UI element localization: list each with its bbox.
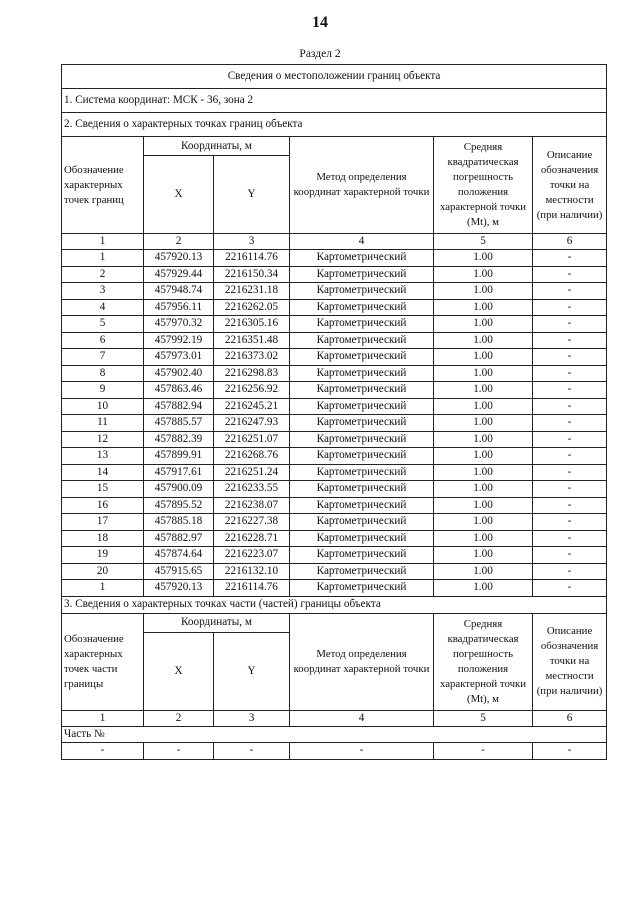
- point-description: -: [533, 299, 607, 316]
- header3-coords: Координаты, м: [144, 613, 290, 632]
- header-y: Y: [214, 156, 290, 234]
- point-x: 457915.65: [144, 563, 214, 580]
- header3-y: Y: [214, 632, 290, 710]
- point-y: 2216223.07: [214, 547, 290, 564]
- point-y: 2216114.76: [214, 250, 290, 267]
- point-accuracy: 1.00: [434, 398, 533, 415]
- point-x: 457948.74: [144, 283, 214, 300]
- point-x: 457882.94: [144, 398, 214, 415]
- point-method: Картометрический: [290, 283, 434, 300]
- part-empty-row: [62, 743, 607, 760]
- point-method: Картометрический: [290, 530, 434, 547]
- point-y: 2216256.92: [214, 382, 290, 399]
- header3-x: X: [144, 632, 214, 710]
- header3-method: Метод определения координат характерной точки: [290, 613, 434, 710]
- table-row: [62, 563, 607, 580]
- boundary-table: [61, 64, 607, 760]
- table-row: [62, 481, 607, 498]
- point-method: Картометрический: [290, 580, 434, 597]
- table-row: [62, 514, 607, 531]
- table-row: [62, 497, 607, 514]
- part-empty-cell: -: [533, 743, 607, 760]
- point-accuracy: 1.00: [434, 332, 533, 349]
- point-x: 457900.09: [144, 481, 214, 498]
- point-y: 2216114.76: [214, 580, 290, 597]
- point-x: 457956.11: [144, 299, 214, 316]
- column-numbers-row: [62, 234, 607, 250]
- point-description: -: [533, 316, 607, 333]
- header-accuracy: Средняя квадратическая погрешность положения характерной точки (Mt), м: [434, 137, 533, 234]
- point-y: 2216228.71: [214, 530, 290, 547]
- part-empty-cell: -: [434, 743, 533, 760]
- point-y: 2216233.55: [214, 481, 290, 498]
- page-number: 14: [312, 14, 328, 31]
- point-number: 20: [62, 563, 144, 580]
- section-label: Раздел 2: [299, 48, 341, 60]
- point-accuracy: 1.00: [434, 530, 533, 547]
- point-number: 5: [62, 316, 144, 333]
- header-method: Метод определения координат характерной точки: [290, 137, 434, 234]
- header-coords: Координаты, м: [144, 137, 290, 156]
- column-number: 3: [214, 710, 290, 726]
- point-number: 11: [62, 415, 144, 432]
- point-y: 2216268.76: [214, 448, 290, 465]
- point-method: Картометрический: [290, 316, 434, 333]
- point-method: Картометрический: [290, 464, 434, 481]
- point-accuracy: 1.00: [434, 266, 533, 283]
- point-number: 14: [62, 464, 144, 481]
- column-number: 2: [144, 234, 214, 250]
- point-accuracy: 1.00: [434, 415, 533, 432]
- column-number: 5: [434, 710, 533, 726]
- point-number: 18: [62, 530, 144, 547]
- point-description: -: [533, 250, 607, 267]
- point-number: 9: [62, 382, 144, 399]
- table-row: [62, 266, 607, 283]
- point-method: Картометрический: [290, 415, 434, 432]
- point-number: 2: [62, 266, 144, 283]
- point-y: 2216351.48: [214, 332, 290, 349]
- point-x: 457902.40: [144, 365, 214, 382]
- point-accuracy: 1.00: [434, 514, 533, 531]
- part-empty-cell: -: [290, 743, 434, 760]
- point-accuracy: 1.00: [434, 497, 533, 514]
- header3-designation-text: Обозначение характерных точек части границы: [64, 632, 124, 690]
- point-method: Картометрический: [290, 365, 434, 382]
- point-accuracy: 1.00: [434, 349, 533, 366]
- point-number: 13: [62, 448, 144, 465]
- table-row: [62, 250, 607, 267]
- point-y: 2216245.21: [214, 398, 290, 415]
- point-y: 2216247.93: [214, 415, 290, 432]
- point-number: 10: [62, 398, 144, 415]
- point-accuracy: 1.00: [434, 316, 533, 333]
- column-number: 1: [62, 234, 144, 250]
- point-x: 457992.19: [144, 332, 214, 349]
- header3-designation: [62, 613, 144, 710]
- point-number: 4: [62, 299, 144, 316]
- point-y: 2216150.34: [214, 266, 290, 283]
- table-row: [62, 299, 607, 316]
- part-empty-cell: -: [62, 743, 144, 760]
- column-number: 2: [144, 710, 214, 726]
- point-method: Картометрический: [290, 497, 434, 514]
- point-number: 17: [62, 514, 144, 531]
- point-y: 2216305.16: [214, 316, 290, 333]
- point-description: -: [533, 382, 607, 399]
- point-description: -: [533, 448, 607, 465]
- header-description: Описание обозначения точки на местности (при наличии): [533, 137, 607, 234]
- point-method: Картометрический: [290, 547, 434, 564]
- point-accuracy: 1.00: [434, 464, 533, 481]
- point-description: -: [533, 365, 607, 382]
- point-accuracy: 1.00: [434, 283, 533, 300]
- table-row: [62, 415, 607, 432]
- point-description: -: [533, 530, 607, 547]
- point-method: Картометрический: [290, 266, 434, 283]
- point-accuracy: 1.00: [434, 448, 533, 465]
- table-row: [62, 464, 607, 481]
- table-row: [62, 349, 607, 366]
- point-description: -: [533, 547, 607, 564]
- point-description: -: [533, 514, 607, 531]
- point-method: Картометрический: [290, 431, 434, 448]
- point-number: 3: [62, 283, 144, 300]
- point-description: -: [533, 415, 607, 432]
- point-number: 6: [62, 332, 144, 349]
- point-x: 457899.91: [144, 448, 214, 465]
- point-x: 457973.01: [144, 349, 214, 366]
- point-accuracy: 1.00: [434, 547, 533, 564]
- table-row: [62, 332, 607, 349]
- point-number: 16: [62, 497, 144, 514]
- column-number: 1: [62, 710, 144, 726]
- header3-accuracy: Средняя квадратическая погрешность положения характерной точки (Mt), м: [434, 613, 533, 710]
- point-y: 2216132.10: [214, 563, 290, 580]
- point-x: 457882.97: [144, 530, 214, 547]
- table-row: [62, 365, 607, 382]
- point-accuracy: 1.00: [434, 299, 533, 316]
- part-empty-cell: -: [144, 743, 214, 760]
- point-accuracy: 1.00: [434, 563, 533, 580]
- point-accuracy: 1.00: [434, 580, 533, 597]
- point-x: 457885.57: [144, 415, 214, 432]
- point-y: 2216238.07: [214, 497, 290, 514]
- section3-title: 3. Сведения о характерных точках части (частей) границы объекта: [62, 596, 607, 613]
- point-y: 2216373.02: [214, 349, 290, 366]
- table-row: [62, 382, 607, 399]
- column-number: 6: [533, 710, 607, 726]
- point-x: 457874.64: [144, 547, 214, 564]
- point-description: -: [533, 283, 607, 300]
- table-row: [62, 316, 607, 333]
- header-designation: Обозначение характерных точек границ: [62, 137, 144, 234]
- section2-title: 2. Сведения о характерных точках границ объекта: [62, 113, 607, 137]
- coord-system: 1. Система координат: МСК - 36, зона 2: [62, 89, 607, 113]
- point-x: 457929.44: [144, 266, 214, 283]
- point-description: -: [533, 349, 607, 366]
- point-y: 2216227.38: [214, 514, 290, 531]
- table-title: Сведения о местоположении границ объекта: [62, 65, 607, 89]
- point-x: 457920.13: [144, 250, 214, 267]
- point-x: 457920.13: [144, 580, 214, 597]
- column-number: 6: [533, 234, 607, 250]
- table-row: [62, 580, 607, 597]
- table-row: [62, 547, 607, 564]
- point-y: 2216251.07: [214, 431, 290, 448]
- point-description: -: [533, 398, 607, 415]
- column-number: 4: [290, 710, 434, 726]
- part-empty-cell: -: [214, 743, 290, 760]
- point-y: 2216298.83: [214, 365, 290, 382]
- point-number: 12: [62, 431, 144, 448]
- point-y: 2216251.24: [214, 464, 290, 481]
- point-method: Картометрический: [290, 250, 434, 267]
- point-y: 2216262.05: [214, 299, 290, 316]
- header3-description: Описание обозначения точки на местности (при наличии): [533, 613, 607, 710]
- point-method: Картометрический: [290, 563, 434, 580]
- point-number: 19: [62, 547, 144, 564]
- point-accuracy: 1.00: [434, 365, 533, 382]
- point-accuracy: 1.00: [434, 431, 533, 448]
- point-method: Картометрический: [290, 398, 434, 415]
- point-x: 457895.52: [144, 497, 214, 514]
- header-x: X: [144, 156, 214, 234]
- table-row: [62, 398, 607, 415]
- column-number: 4: [290, 234, 434, 250]
- table-row: [62, 530, 607, 547]
- point-x: 457917.61: [144, 464, 214, 481]
- point-description: -: [533, 464, 607, 481]
- point-x: 457885.18: [144, 514, 214, 531]
- column-numbers-row: [62, 710, 607, 726]
- point-method: Картометрический: [290, 332, 434, 349]
- point-number: 1: [62, 580, 144, 597]
- point-method: Картометрический: [290, 299, 434, 316]
- point-accuracy: 1.00: [434, 382, 533, 399]
- point-method: Картометрический: [290, 514, 434, 531]
- point-method: Картометрический: [290, 349, 434, 366]
- point-y: 2216231.18: [214, 283, 290, 300]
- table-row: [62, 448, 607, 465]
- point-method: Картометрический: [290, 448, 434, 465]
- point-description: -: [533, 332, 607, 349]
- point-x: 457970.32: [144, 316, 214, 333]
- point-description: -: [533, 266, 607, 283]
- column-number: 3: [214, 234, 290, 250]
- table-row: [62, 283, 607, 300]
- point-accuracy: 1.00: [434, 481, 533, 498]
- point-method: Картометрический: [290, 481, 434, 498]
- table-row: [62, 431, 607, 448]
- point-description: -: [533, 563, 607, 580]
- point-number: 1: [62, 250, 144, 267]
- point-accuracy: 1.00: [434, 250, 533, 267]
- point-description: -: [533, 431, 607, 448]
- point-x: 457882.39: [144, 431, 214, 448]
- point-description: -: [533, 481, 607, 498]
- point-x: 457863.46: [144, 382, 214, 399]
- point-description: -: [533, 497, 607, 514]
- point-number: 15: [62, 481, 144, 498]
- point-description: -: [533, 580, 607, 597]
- point-number: 8: [62, 365, 144, 382]
- part-label: Часть №: [62, 726, 607, 743]
- column-number: 5: [434, 234, 533, 250]
- point-number: 7: [62, 349, 144, 366]
- point-method: Картометрический: [290, 382, 434, 399]
